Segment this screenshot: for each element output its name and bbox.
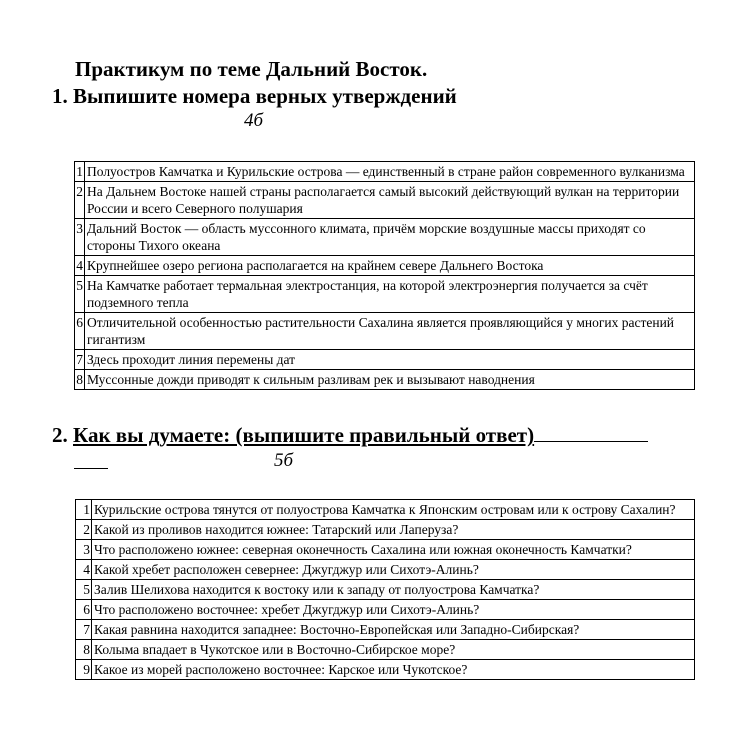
question-row xyxy=(76,560,695,580)
question-row xyxy=(76,500,695,520)
row-number: 3 xyxy=(75,219,85,256)
row-number: 8 xyxy=(75,370,85,390)
statement-row xyxy=(75,370,695,390)
row-number: 3 xyxy=(76,540,92,560)
task2-points: 5б xyxy=(274,450,294,471)
statement-row xyxy=(75,219,695,256)
row-text: Дальний Восток — область муссонного климата, причём морские воздушные массы приходят со стороны Тихого океана xyxy=(85,219,695,256)
row-text: Что расположено южнее: северная оконечность Сахалина или южная оконечность Камчатки? xyxy=(92,540,695,560)
row-number: 7 xyxy=(76,620,92,640)
row-number: 6 xyxy=(75,313,85,350)
row-number: 7 xyxy=(75,350,85,370)
answer-line-continuation xyxy=(74,452,108,469)
questions-table xyxy=(75,499,695,680)
statements-table xyxy=(74,161,695,390)
row-number: 1 xyxy=(75,162,85,182)
row-number: 2 xyxy=(76,520,92,540)
statement-row xyxy=(75,162,695,182)
task2-title: Как вы думаете: (выпишите правильный ответ) xyxy=(73,423,535,447)
row-number: 4 xyxy=(75,256,85,276)
task2-number: 2. xyxy=(52,423,68,447)
statement-row xyxy=(75,313,695,350)
question-row xyxy=(76,540,695,560)
page-title: Практикум по теме Дальний Восток. xyxy=(75,57,428,81)
row-text: Отличительной особенностью растительности Сахалина является проявляющийся у многих растений гигантизм xyxy=(85,313,695,350)
row-number: 5 xyxy=(76,580,92,600)
row-number: 8 xyxy=(76,640,92,660)
row-text: Какой хребет расположен севернее: Джугджур или Сихотэ-Алинь? xyxy=(92,560,695,580)
task2-heading xyxy=(52,423,648,448)
row-text: Курильские острова тянутся от полуострова Камчатка к Японским островам или к острову Сахалин? xyxy=(92,500,695,520)
row-number: 2 xyxy=(75,182,85,219)
question-row xyxy=(76,600,695,620)
row-text: Полуостров Камчатка и Курильские острова — единственный в стране район современного вулканизма xyxy=(85,162,695,182)
answer-line xyxy=(534,423,648,442)
row-text: На Дальнем Востоке нашей страны располагается самый высокий действующий вулкан на территории России и всего Северного полушария xyxy=(85,182,695,219)
row-text: Залив Шелихова находится к востоку или к западу от полуострова Камчатка? xyxy=(92,580,695,600)
statement-row xyxy=(75,276,695,313)
row-text: Здесь проходит линия перемены дат xyxy=(85,350,695,370)
question-row xyxy=(76,620,695,640)
row-text: Какая равнина находится западнее: Восточно-Европейская или Западно-Сибирская? xyxy=(92,620,695,640)
row-text: Муссонные дожди приводят к сильным разливам рек и вызывают наводнения xyxy=(85,370,695,390)
row-text: Какой из проливов находится южнее: Татарский или Лаперуза? xyxy=(92,520,695,540)
statement-row xyxy=(75,182,695,219)
question-row xyxy=(76,520,695,540)
row-number: 5 xyxy=(75,276,85,313)
question-row xyxy=(76,580,695,600)
question-row xyxy=(76,660,695,680)
row-number: 4 xyxy=(76,560,92,580)
row-number: 6 xyxy=(76,600,92,620)
task1-heading: 1. Выпишите номера верных утверждений xyxy=(52,84,457,108)
row-text: Что расположено восточнее: хребет Джугджур или Сихотэ-Алинь? xyxy=(92,600,695,620)
question-row xyxy=(76,640,695,660)
row-number: 1 xyxy=(76,500,92,520)
row-text: Какое из морей расположено восточнее: Карское или Чукотское? xyxy=(92,660,695,680)
row-text: Крупнейшее озеро региона располагается на крайнем севере Дальнего Востока xyxy=(85,256,695,276)
task1-points: 4б xyxy=(244,110,264,131)
statement-row xyxy=(75,256,695,276)
row-text: Колыма впадает в Чукотское или в Восточно-Сибирское море? xyxy=(92,640,695,660)
row-text: На Камчатке работает термальная электростанция, на которой электроэнергия получается за счёт подземного тепла xyxy=(85,276,695,313)
row-number: 9 xyxy=(76,660,92,680)
statement-row xyxy=(75,350,695,370)
